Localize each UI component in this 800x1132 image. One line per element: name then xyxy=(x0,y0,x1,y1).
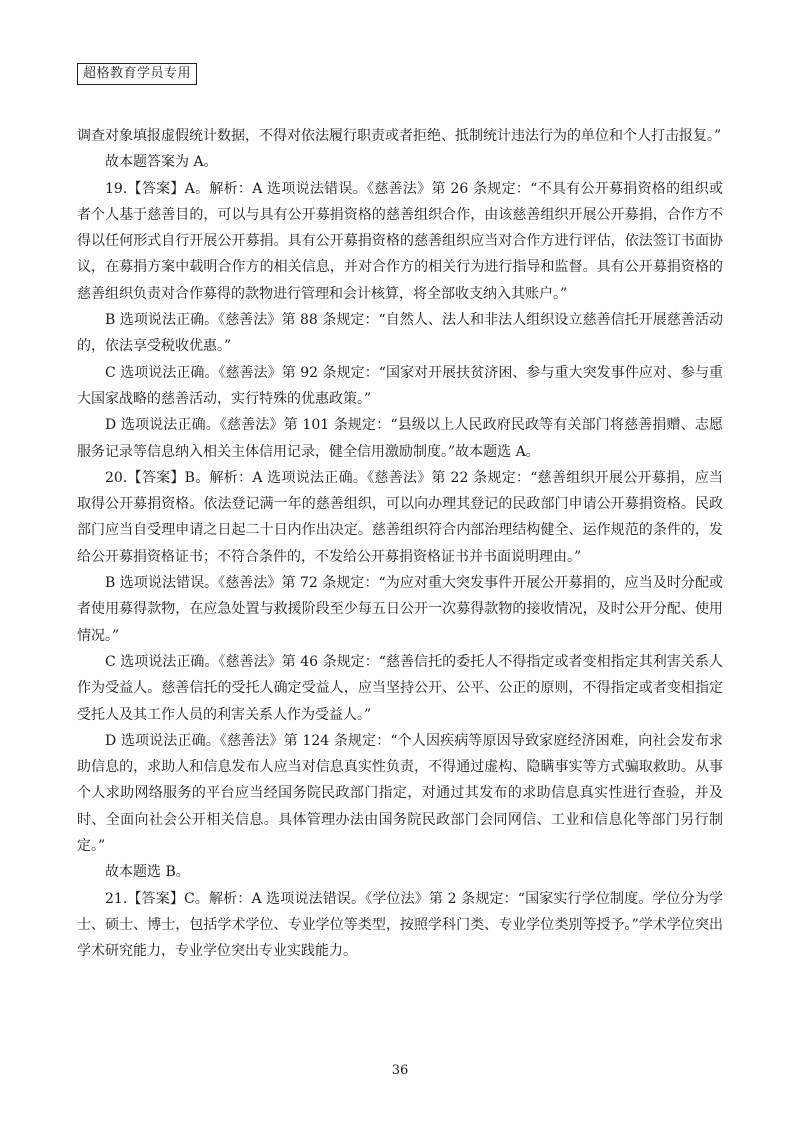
paragraph-q20-option-b: B 选项说法错误。《慈善法》第 72 条规定：“为应对重大突发事件开展公开募捐的，应当及时分配或者使用募得款物，在应急处置与救援阶段至少每五日公开一次募得款物的接收情况，及时公开分配、使用情况。” xyxy=(77,575,723,644)
document-body xyxy=(77,123,723,965)
header-label: 超格教育学员专用 xyxy=(83,66,192,81)
page-number: 36 xyxy=(391,1063,409,1078)
paragraph-q19-option-d: D 选项说法正确。《慈善法》第 101 条规定：“县级以上人民政府民政等有关部门将慈善捐赠、志愿服务记录等信息纳入相关主体信用记录，健全信用激励制度。”故本题选 A。 xyxy=(77,417,723,460)
paragraph-q19-explanation: 19.【答案】A。解析：A 选项说法错误。《慈善法》第 26 条规定：“不具有公开募捐资格的组织或者个人基于慈善目的，可以与具有公开募捐资格的慈善组织合作，由该慈善组织开展公开募捐，合作方不得以任何形式自行开展公开募捐。具有公开募捐资格的慈善组织应当对合作方进行评估，依法签订书面协议，在募捐方案中载明合作方的相关信息，并对合作方的相关行为进行指导和监督。具有公开募捐资格的慈善组织负责对合作募得的款物进行管理和会计核算，将全部收支纳入其账户。” xyxy=(77,180,723,302)
paragraph-continuation: 调查对象填报虚假统计数据，不得对依法履行职责或者拒绝、抵制统计违法行为的单位和个人打击报复。” xyxy=(77,128,722,144)
paragraph-q21-explanation: 21.【答案】C。解析：A 选项说法错误。《学位法》第 2 条规定：“国家实行学位制度。学位分为学士、硕士、博士，包括学术学位、专业学位等类型，按照学科门类、专业学位类别等授予。”学术学位突出学术研究能力，专业学位突出专业实践能力。 xyxy=(77,890,723,960)
paragraph-q20-option-d: D 选项说法正确。《慈善法》第 124 条规定：“个人因疾病等原因导致家庭经济困难，向社会发布求助信息的，求助人和信息发布人应当对信息真实性负责，不得通过虚构、隐瞒事实等方式骗取救助。从事个人求助网络服务的平台应当经国务院民政部门指定，对通过其发布的求助信息真实性进行查验，并及时、全面向社会公开相关信息。具体管理办法由国务院民政部门会同网信、工业和信息化等部门另行制定。” xyxy=(77,732,723,855)
paragraph-answer-20: 故本题选 B。 xyxy=(105,864,190,881)
paragraph-q20-explanation: 20.【答案】B。解析：A 选项说法正确。《慈善法》第 22 条规定：“慈善组织开展公开募捐，应当取得公开募捐资格。依法登记满一年的慈善组织，可以向办理其登记的民政部门申请公开募捐资格。民政部门应当自受理申请之日起二十日内作出决定。慈善组织符合内部治理结构健全、运作规范的条件的，发给公开募捐资格证书；不符合条件的，不发给公开募捐资格证书并书面说明理由。” xyxy=(77,469,723,565)
paragraph-q20-option-c: C 选项说法正确。《慈善法》第 46 条规定：“慈善信托的委托人不得指定或者变相指定其利害关系人作为受益人。慈善信托的受托人确定受益人，应当坚持公开、公平、公正的原则，不得指定或者变相指定受托人及其工作人员的利害关系人作为受益人。” xyxy=(77,653,723,723)
paragraph-answer-18: 故本题答案为 A。 xyxy=(105,154,218,171)
paragraph-q19-option-b: B 选项说法正确。《慈善法》第 88 条规定：“自然人、法人和非法人组织设立慈善信托开展慈善活动的，依法享受税收优惠。” xyxy=(77,312,723,355)
paragraph-q19-option-c: C 选项说法正确。《慈善法》第 92 条规定：“国家对开展扶贫济困、参与重大突发事件应对、参与重大国家战略的慈善活动，实行特殊的优惠政策。” xyxy=(77,364,723,407)
header-label-box xyxy=(77,63,197,85)
